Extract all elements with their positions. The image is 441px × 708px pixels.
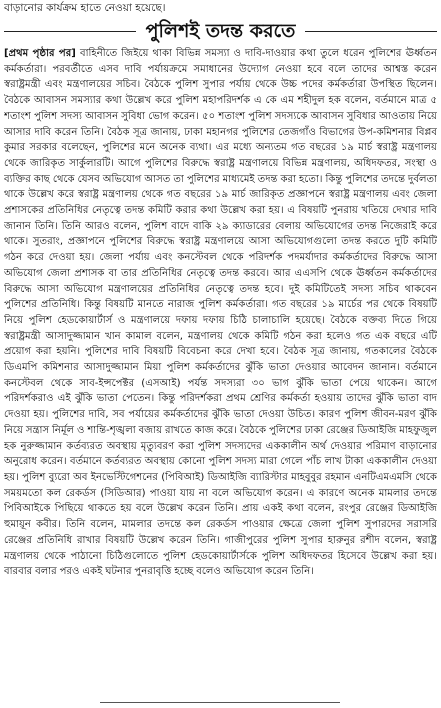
article-headline: পুলিশই তদন্ত করতে xyxy=(145,20,296,42)
headline-rule-left xyxy=(4,31,136,32)
continued-from-tag: [প্রথম পৃষ্ঠার পর] xyxy=(4,48,76,59)
bottom-divider xyxy=(100,702,340,703)
previous-article-tail: বাড়ানোর কার্যক্রম হাতে নেওয়া হয়েছে। xyxy=(4,2,166,14)
article-body xyxy=(4,46,437,702)
headline-rule-right xyxy=(305,31,437,32)
article-text: বাহিনীতে জিইয়ে থাকা বিভিন্ন সমস্যা ও দাবি-দাওয়ার কথা তুলে ধরেন পুলিশের ঊর্ধ্বতন কর্মকর্তারা। পরবর্তীতে এসব দাবি পর্যায়ক্রমে সমাধানের উদ্যোগ নেওয়া হবে বলে তাদের আশ্বস্ত করেন স্বরাষ্ট্রমন্ত্রী এবং মন্ত্রণালয়ের সচিব। বৈঠকে পুলিশ সুপার পর্যায় থেকে উচ্চ পদের কর্মকর্তারা উপস্থিত ছিলেন। বৈঠকে আবাসন সমস্যার কথা উল্লেখ করে পুলিশ মহাপরিদর্শক এ কে এম শহীদুল হক বলেন, বর্তমানে মাত্র ৫ শতাংশ পুলিশ সদস্য আবাসন সুবিধা ভোগ করেন। ৫০ শতাংশ পুলিশ সদস্যকে আবাসন সুবিধার আওতায় নিয়ে আসার দাবি করেন তিনি। বৈঠক সূত্র জানায়, ঢাকা মহানগর পুলিশের তেজগাঁও বিভাগের উপ-কমিশনার বিপ্লব কুমার সরকার বলেছেন, পুলিশের মনে অনেক ব্যথা। এর মধ্যে অন্যতম গত বছরের ১৯ মার্চ স্বরাষ্ট্র মন্ত্রণালয় থেকে জারিকৃত সার্কুলারটি। আগে পুলিশের বিরুদ্ধে স্বরাষ্ট্র মন্ত্রণালয়ে বিভিন্ন মন্ত্রণালয়, অধিদফতর, সংস্থা ও ব্যক্তির কাছ থেকে যেসব অভিযোগ আসত তা পুলিশের মাধ্যমেই তদন্ত করা হতো। কিন্তু পুলিশের তদন্তে দুর্বলতা থাকে উল্লেখ করে স্বরাষ্ট্র মন্ত্রণালয় থেকে গত বছরের ১৯ মার্চ জারিকৃত প্রজ্ঞাপনে স্বরাষ্ট্র মন্ত্রণালয় এবং জেলা প্রশাসকের প্রতিনিধির নেতৃত্বে তদন্ত কমিটি করার কথা উল্লেখ করা হয়। এ বিষয়টি পুনরায় খতিয়ে দেখার দাবি জানান তিনি। তিনি আরও বলেন, পুলিশ বাদে বাকি ২৯ ক্যাডারের বেলায় অভিযোগের তদন্ত নিজেরাই করে থাকে। সুতরাং, প্রজ্ঞাপনে পুলিশের বিরুদ্ধে স্বরাষ্ট্র মন্ত্রণালয়ে আসা অভিযোগগুলো তদন্ত করতে দুটি কমিটি গঠন করে দেওয়া হয়। জেলা পর্যায় এবং কনস্টেবল থেকে পরিদর্শক পদমর্যাদার কর্মকর্তাদের বিরুদ্ধে আসা অভিযোগ জেলা প্রশাসক বা তার প্রতিনিধির নেতৃত্বে তদন্ত করবে। আর এএসপি থেকে ঊর্ধ্বতন কর্মকর্তাদের বিরুদ্ধে আসা অভিযোগ মন্ত্রণালয়ের প্রতিনিধির নেতৃত্বে তদন্ত হবে। দুই কমিটিতেই সদস্য সচিব থাকবেন পুলিশের প্রতিনিধি। কিন্তু বিষয়টি মানতে নারাজ পুলিশ কর্মকর্তারা। গত বছরের ১৯ মার্চের পর থেকে বিষয়টি নিয়ে পুলিশ হেডকোয়ার্টার্স ও মন্ত্রণালয়ে দফায় দফায় চিঠি চালাচালি হয়েছে। বৈঠকে বক্তব্য দিতে গিয়ে স্বরাষ্ট্রমন্ত্রী আসাদুজ্জামান খান কামাল বলেন, মন্ত্রণালয় থেকে কমিটি গঠন করা হলেও গত এক বছরে এটি প্রয়োগ করা হয়নি। পুলিশের দাবি বিষয়টি বিবেচনা করে দেখা হবে। বৈঠক সূত্র জানায়, গতকালের বৈঠকে ডিএমপি কমিশনার আসাদুজ্জামান মিয়া পুলিশ কর্মকর্তাদের ঝুঁকি ভাতা দেওয়ার আবেদন জানান। বর্তমানে কনস্টেবল থেকে সাব-ইন্সপেক্টর (এসআই) পর্যন্ত সদস্যরা ৩০ ভাগ ঝুঁকি ভাতা পেয়ে থাকেন। আগে পরিদর্শকরাও এই ঝুঁকি ভাতা পেতেন। কিন্তু পরিদর্শকরা প্রথম শ্রেণির কর্মকর্তা হওয়ায় তাদের ঝুঁকি ভাতা বাদ দেওয়া হয়। পুলিশের দাবি, সব পর্যায়ের কর্মকর্তাদের ঝুঁকি ভাতা দেওয়া উচিত। কারণ পুলিশ জীবন-মরণ ঝুঁকি নিয়ে সন্ত্রাস নির্মূল ও শান্তি-শৃঙ্খলা বজায় রাখতে কাজ করে। বৈঠকে পুলিশের ঢাকা রেঞ্জের ডিআইজি মাহফুজুল হক নুরুজ্জামান কর্তব্যরত অবস্থায় মৃত্যুবরণ করা পুলিশ সদস্যদের এককালীন অর্থ দেওয়ার পরিমাণ বাড়ানোর অনুরোধ করেন। বর্তমানে কর্তব্যরত অবস্থায় কোনো পুলিশ সদস্য মারা গেলে পাঁচ লাখ টাকা এককালীন দেওয়া হয়। পুলিশ ব্যুরো অব ইনভেস্টিগেশনের (পিবিআই) ডিআইজি ব্যারিস্টার মাহবুবুর রহমান এনটিএমএমসি থেকে সময়মতো কল রেকর্ডস (সিডিআর) পাওয়া যায় না বলে অভিযোগ করেন। এ কারণে অনেক মামলার তদন্তে পিবিআইকে পিছিয়ে থাকতে হয় বলে উল্লেখ করেন তিনি। প্রায় একই কথা বলেন, রংপুর রেঞ্জের ডিআইজি হুমায়ূন কবীর। তিনি বলেন, মামলার তদন্তে কল রেকর্ডস পাওয়ার ক্ষেত্রে জেলা পুলিশ সুপারদের সরাসরি রেঞ্জের প্রতিনিধি রাখার বিষয়টি উল্লেখ করেন তিনি। গাজীপুরের পুলিশ সুপার হারুনুর রশীদ বলেন, স্বরাষ্ট্র মন্ত্রণালয় থেকে পাঠানো চিঠিগুলোতে পুলিশ হেডকোয়ার্টার্সকে পুলিশ অধিদফতর হিসেবে উল্লেখ করা হয়। বারবার বলার পরও একই ঘটনার পুনরাবৃত্তি হচ্ছে বলেও অভিযোগ করেন তিনি। xyxy=(4,48,437,578)
article-paragraph xyxy=(4,46,437,580)
headline-row xyxy=(0,16,441,46)
